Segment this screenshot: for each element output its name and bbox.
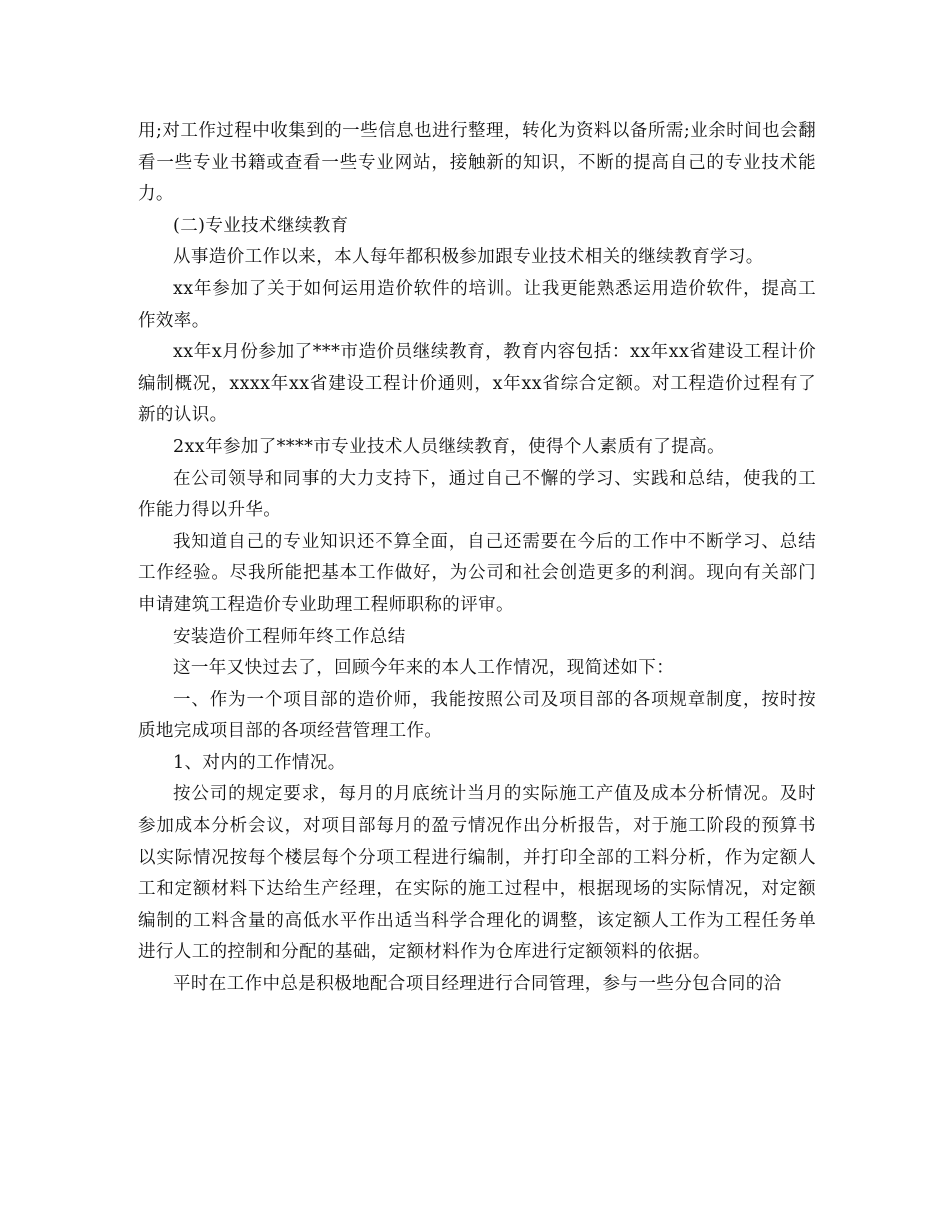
paragraph-13: 按公司的规定要求，每月的月底统计当月的实际施工产值及成本分析情况。及时参加成本分析会议，对项目部每月的盈亏情况作出分析报告，对于施工阶段的预算书以实际情况按每个楼层每个分项工程进行编制，并打印全部的工料分析，作为定额人工和定额材料下达给生产经理，在实际的施工过程中，根据现场的实际情况，对定额编制的工料含量的高低水平作出适当科学合理化的调整，该定额人工作为工程任务单进行人工的控制和分配的基础，定额材料作为仓库进行定额领料的依据。 <box>138 784 816 963</box>
paragraph-4: xx年参加了关于如何运用造价软件的培训。让我更能熟悉运用造价软件，提高工作效率。 <box>138 278 816 331</box>
paragraph-8: 我知道自己的专业知识还不算全面，自己还需要在今后的工作中不断学习、总结工作经验。尽我所能把基本工作做好，为公司和社会创造更多的利润。现向有关部门申请建筑工程造价专业助理工程师职称的评审。 <box>138 531 816 615</box>
section-heading-continuing-education: (二)专业技术继续教育 <box>173 215 349 236</box>
paragraph-11: 一、作为一个项目部的造价师，我能按照公司及项目部的各项规章制度，按时按质地完成项目部的各项经营管理工作。 <box>138 689 816 742</box>
paragraph-1: 用;对工作过程中收集到的一些信息也进行整理，转化为资料以备所需;业余时间也会翻看一些专业书籍或查看一些专业网站，接触新的知识，不断的提高自己的专业技术能力。 <box>138 121 816 205</box>
subheading-internal-work: 1、对内的工作情况。 <box>173 752 346 773</box>
paragraph-10: 这一年又快过去了，回顾今年来的本人工作情况，现简述如下： <box>173 658 675 679</box>
paragraph-6: 2xx年参加了****市专业技术人员继续教育，使得个人素质有了提高。 <box>173 436 725 457</box>
document-page <box>138 116 816 1001</box>
section-title-year-end-summary: 安装造价工程师年终工作总结 <box>173 626 406 647</box>
paragraph-5: xx年x月份参加了***市造价员继续教育，教育内容包括：xx年xx省建设工程计价编制概况，xxxx年xx省建设工程计价通则，x年xx省综合定额。对工程造价过程有了新的认识。 <box>138 342 816 426</box>
paragraph-14: 平时在工作中总是积极地配合项目经理进行合同管理，参与一些分包合同的洽 <box>173 974 782 995</box>
paragraph-3: 从事造价工作以来，本人每年都积极参加跟专业技术相关的继续教育学习。 <box>173 247 764 268</box>
paragraph-7: 在公司领导和同事的大力支持下，通过自己不懈的学习、实践和总结，使我的工作能力得以升华。 <box>138 468 816 521</box>
